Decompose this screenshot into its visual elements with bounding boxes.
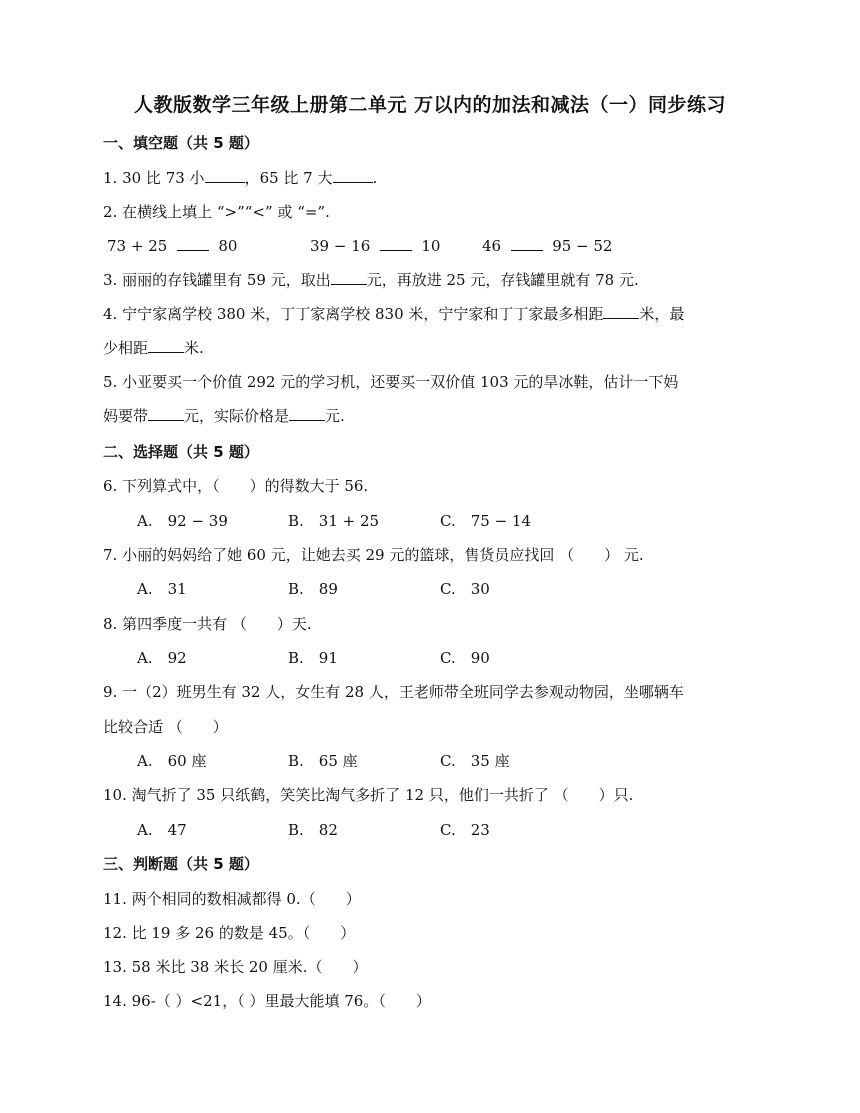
answer-blank[interactable] [331,270,367,285]
q6-option-c[interactable]: C. 75 − 14 [440,512,531,530]
question-11: 11. 两个相同的数相减都得 0.（ ） [103,890,361,908]
question-6: 6. 下列算式中，（ ）的得数大于 56. [103,477,369,495]
q10-option-c[interactable]: C. 23 [440,821,490,839]
answer-blank[interactable] [205,168,245,183]
q10-option-b[interactable]: B. 82 [288,821,338,839]
q8-option-b[interactable]: B. 91 [288,649,338,667]
question-2: 2. 在横线上填上 “>”“<” 或 “=”. [103,203,330,221]
question-3: 3. 丽丽的存钱罐里有 59 元，取出 元，再放进 25 元，存钱罐里就有 78 元. [103,271,639,289]
q9-option-b[interactable]: B. 65 座 [288,752,358,770]
section-heading-judgement: 三、判断题（共 5 题） [103,855,259,873]
q9-option-a[interactable]: A. 60 座 [137,752,207,770]
q6-option-b[interactable]: B. 31 + 25 [288,512,380,530]
compare-blank[interactable] [177,236,209,251]
q6-option-a[interactable]: A. 92 − 39 [137,512,228,530]
question-5-line-2: 妈要带 元，实际价格是 元. [103,407,345,425]
question-9-line-1: 9. 一（2）班男生有 32 人，女生有 28 人，王老师带全班同学去参观动物园，坐哪辆车 [103,683,684,701]
q9-option-c[interactable]: C. 35 座 [440,752,510,770]
answer-blank[interactable] [603,304,639,319]
compare-item-1: 73 + 25 80 [107,237,238,255]
question-7: 7. 小丽的妈妈给了她 60 元，让她去买 29 元的篮球，售货员应找回 （ ） 元. [103,546,644,564]
answer-blank[interactable] [148,406,184,421]
q7-option-a[interactable]: A. 31 [137,580,187,598]
question-14: 14. 96-（ ）<21，（ ）里最大能填 76。（ ） [103,992,431,1010]
q7-option-c[interactable]: C. 30 [440,580,490,598]
answer-blank[interactable] [148,338,184,353]
compare-item-3: 46 95 − 52 [482,237,613,255]
question-12: 12. 比 19 多 26 的数是 45。（ ） [103,924,356,942]
answer-blank[interactable] [333,168,373,183]
q7-option-b[interactable]: B. 89 [288,580,338,598]
page-title: 人教版数学三年级上册第二单元 万以内的加法和减法（一）同步练习 [133,94,727,116]
question-5-line-1: 5. 小亚要买一个价值 292 元的学习机，还要买一双价值 103 元的旱冰鞋，估计一下妈 [103,373,679,391]
q10-option-a[interactable]: A. 47 [137,821,187,839]
question-4-line-1: 4. 宁宁家离学校 380 米，丁丁家离学校 830 米，宁宁家和丁丁家最多相距 米，最 [103,305,685,323]
compare-blank[interactable] [380,236,412,251]
answer-blank[interactable] [289,406,325,421]
question-9-line-2: 比较合适 （ ） [103,718,228,736]
q8-option-a[interactable]: A. 92 [137,649,187,667]
section-heading-choice: 二、选择题（共 5 题） [103,443,259,461]
question-13: 13. 58 米比 38 米长 20 厘米.（ ） [103,958,368,976]
q8-option-c[interactable]: C. 90 [440,649,490,667]
question-10: 10. 淘气折了 35 只纸鹤，笑笑比淘气多折了 12 只，他们一共折了 （ ）只. [103,786,634,804]
question-8: 8. 第四季度一共有 （ ）天. [103,615,312,633]
compare-blank[interactable] [511,236,543,251]
question-1: 1. 30 比 73 小 ，65 比 7 大 . [103,169,378,187]
question-4-line-2: 少相距 米. [103,339,204,357]
section-heading-fill-in: 一、填空题（共 5 题） [103,134,259,152]
compare-item-2: 39 − 16 10 [310,237,441,255]
